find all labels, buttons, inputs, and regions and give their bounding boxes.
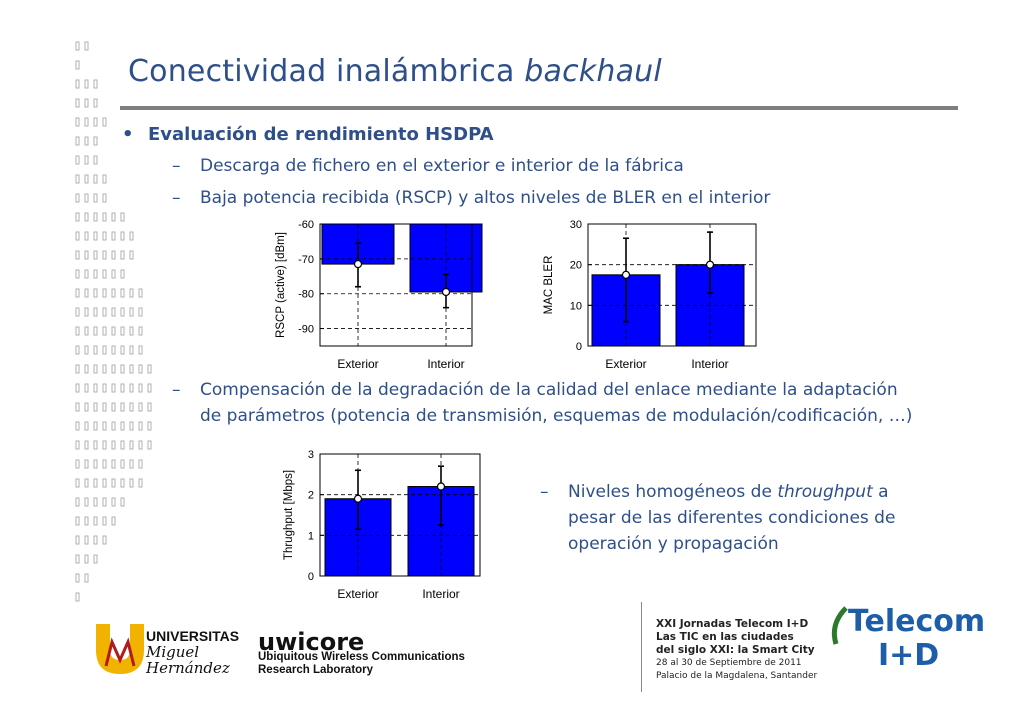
pattern-mark [130, 479, 133, 487]
pattern-mark [112, 346, 115, 354]
pattern-mark [85, 308, 88, 316]
pattern-mark [85, 555, 88, 563]
y-tick-label: 1 [307, 530, 314, 543]
pattern-mark [130, 232, 133, 240]
pattern-mark [85, 175, 88, 183]
pattern-mark [103, 118, 106, 126]
pattern-mark [76, 593, 79, 601]
pattern-mark [76, 99, 79, 107]
pattern-mark [76, 213, 79, 221]
pattern-mark [112, 289, 115, 297]
pattern-mark [94, 99, 97, 107]
pattern-mark [94, 137, 97, 145]
pattern-mark [76, 251, 79, 259]
pattern-mark [94, 403, 97, 411]
y-axis-label: RSCP (active) [dBm] [275, 232, 287, 338]
pattern-mark [76, 574, 79, 582]
y-tick-label: 30 [569, 219, 582, 231]
pattern-mark [85, 574, 88, 582]
uwicore-logo: uwicore [258, 628, 365, 656]
x-tick-label: Exterior [337, 357, 379, 371]
title-main: Conectividad inalámbrica [128, 54, 525, 89]
pattern-mark [94, 460, 97, 468]
pattern-mark [76, 232, 79, 240]
pattern-mark [112, 479, 115, 487]
pattern-mark [76, 137, 79, 145]
pattern-mark [112, 213, 115, 221]
pattern-mark [139, 441, 142, 449]
pattern-mark [76, 80, 79, 88]
pattern-mark [103, 536, 106, 544]
throughput-chart [275, 442, 495, 607]
pattern-mark [94, 232, 97, 240]
pattern-mark [76, 270, 79, 278]
pattern-mark [76, 327, 79, 335]
pattern-mark [85, 99, 88, 107]
pattern-mark [94, 441, 97, 449]
pattern-mark [85, 156, 88, 164]
mean-marker [355, 495, 362, 502]
pattern-mark [94, 213, 97, 221]
pattern-mark [85, 346, 88, 354]
pattern-mark [121, 289, 124, 297]
pattern-mark [121, 232, 124, 240]
pattern-mark [94, 365, 97, 373]
umh-name [146, 628, 239, 676]
pattern-mark [148, 365, 151, 373]
pattern-mark [121, 441, 124, 449]
pattern-mark [130, 365, 133, 373]
pattern-mark [121, 251, 124, 259]
pattern-mark [85, 270, 88, 278]
note-italic: throughput [777, 482, 873, 502]
pattern-mark [85, 213, 88, 221]
y-tick-label: -80 [298, 288, 314, 301]
note-throughput [540, 482, 889, 502]
pattern-mark [85, 232, 88, 240]
pattern-mark [76, 61, 79, 69]
pattern-mark [121, 479, 124, 487]
pattern-mark [76, 384, 79, 392]
pattern-mark [76, 308, 79, 316]
pattern-mark [94, 80, 97, 88]
pattern-mark [139, 346, 142, 354]
title-rule [120, 106, 958, 110]
bullet-hsdpa [122, 124, 494, 145]
y-tick-label: 0 [575, 341, 582, 353]
pattern-mark [148, 422, 151, 430]
pattern-mark [76, 441, 79, 449]
umh-line1: UNIVERSITAS [146, 628, 240, 644]
dash-marker: – [172, 188, 181, 208]
pattern-mark [121, 213, 124, 221]
pattern-mark [112, 365, 115, 373]
pattern-mark [112, 308, 115, 316]
event-line3: del siglo XXI: la Smart City [656, 644, 815, 656]
note-text: Niveles homogéneos de [568, 482, 778, 502]
pattern-mark [85, 479, 88, 487]
mean-marker [623, 271, 630, 278]
pattern-mark [139, 422, 142, 430]
pattern-mark [85, 194, 88, 202]
y-tick-label: 0 [307, 571, 314, 583]
sub-bullet-text: Baja potencia recibida (RSCP) y altos niveles de BLER en el interior [200, 188, 771, 208]
dash-marker: – [172, 380, 181, 400]
pattern-mark [85, 384, 88, 392]
pattern-mark [112, 441, 115, 449]
pattern-mark [103, 441, 106, 449]
pattern-mark [85, 403, 88, 411]
pattern-mark [85, 289, 88, 297]
pattern-mark [76, 460, 79, 468]
umh-line3: Hernández [146, 659, 230, 677]
pattern-mark [94, 194, 97, 202]
pattern-mark [76, 118, 79, 126]
pattern-mark [103, 422, 106, 430]
pattern-mark [130, 403, 133, 411]
y-tick-label: 20 [569, 259, 582, 272]
pattern-mark [139, 289, 142, 297]
pattern-mark [103, 498, 106, 506]
pattern-mark [94, 251, 97, 259]
pattern-mark [76, 346, 79, 354]
pattern-mark [76, 42, 79, 50]
mean-marker [438, 483, 445, 490]
umh-line2: Miguel [146, 643, 200, 661]
x-tick-label: Exterior [337, 587, 379, 601]
sub-bullet-low-power [172, 188, 770, 208]
pattern-mark [94, 156, 97, 164]
pattern-mark [139, 365, 142, 373]
mean-marker [355, 261, 362, 268]
pattern-mark [76, 365, 79, 373]
sub-bullet-text: Compensación de la degradación de la calidad del enlace mediante la adaptación [200, 380, 898, 400]
title-italic: backhaul [524, 54, 662, 89]
umh-logo-icon [92, 620, 148, 676]
x-tick-label: Interior [422, 587, 460, 601]
pattern-mark [85, 137, 88, 145]
bler-chart [530, 212, 770, 377]
pattern-mark [139, 403, 142, 411]
note-line3: operación y propagación [568, 534, 779, 554]
y-tick-label: -70 [298, 253, 314, 266]
pattern-mark [112, 251, 115, 259]
pattern-mark [148, 403, 151, 411]
footer-divider [641, 602, 642, 692]
pattern-mark [103, 289, 106, 297]
pattern-mark [103, 460, 106, 468]
pattern-mark [94, 175, 97, 183]
pattern-mark [103, 194, 106, 202]
pattern-mark [76, 156, 79, 164]
pattern-mark [121, 365, 124, 373]
pattern-mark [121, 460, 124, 468]
pattern-mark [130, 251, 133, 259]
pattern-mark [112, 384, 115, 392]
pattern-mark [139, 308, 142, 316]
decorative-pattern [0, 0, 200, 620]
pattern-mark [94, 422, 97, 430]
uwicore-subtitle [258, 651, 465, 677]
pattern-mark [121, 308, 124, 316]
pattern-mark [103, 213, 106, 221]
pattern-mark [103, 232, 106, 240]
pattern-mark [85, 80, 88, 88]
pattern-mark [103, 365, 106, 373]
page-title [128, 54, 662, 89]
dash-marker: – [540, 482, 549, 502]
note-text-end: a [872, 482, 889, 502]
sub-bullet-text: Descarga de fichero en el exterior e interior de la fábrica [200, 156, 684, 176]
pattern-mark [121, 327, 124, 335]
pattern-mark [76, 479, 79, 487]
pattern-mark [121, 346, 124, 354]
pattern-mark [103, 270, 106, 278]
pattern-mark [148, 441, 151, 449]
pattern-mark [130, 441, 133, 449]
sub-bullet-download [172, 156, 684, 176]
sub-bullet-compensation-line2: de parámetros (potencia de transmisión, esquemas de modulación/codificación, …) [200, 406, 913, 426]
pattern-mark [130, 346, 133, 354]
x-tick-label: Exterior [605, 357, 647, 371]
pattern-mark [130, 384, 133, 392]
pattern-mark [94, 384, 97, 392]
y-tick-label: -60 [298, 219, 314, 231]
pattern-mark [121, 384, 124, 392]
pattern-mark [103, 403, 106, 411]
pattern-mark [121, 403, 124, 411]
dash-marker: – [172, 156, 181, 176]
pattern-mark [121, 270, 124, 278]
pattern-mark [76, 289, 79, 297]
pattern-mark [139, 384, 142, 392]
pattern-mark [85, 42, 88, 50]
pattern-mark [94, 517, 97, 525]
pattern-mark [103, 517, 106, 525]
pattern-mark [103, 175, 106, 183]
rscp-chart [260, 212, 490, 377]
y-tick-label: 3 [307, 449, 314, 461]
y-tick-label: -90 [298, 323, 314, 336]
pattern-mark [94, 536, 97, 544]
pattern-mark [103, 251, 106, 259]
pattern-mark [76, 175, 79, 183]
pattern-mark [85, 460, 88, 468]
pattern-mark [130, 289, 133, 297]
pattern-mark [148, 384, 151, 392]
pattern-mark [85, 536, 88, 544]
uwicore-line1: Ubiquitous Wireless Communications [258, 651, 465, 663]
pattern-mark [130, 422, 133, 430]
event-line4: 28 al 30 de Septiembre de 2011 [656, 658, 802, 668]
pattern-mark [94, 479, 97, 487]
y-axis-label: MAC BLER [543, 255, 555, 315]
pattern-mark [85, 251, 88, 259]
pattern-mark [76, 498, 79, 506]
pattern-mark [112, 498, 115, 506]
telecom-logo-line2: I+D [878, 638, 940, 673]
pattern-mark [85, 422, 88, 430]
pattern-mark [103, 479, 106, 487]
pattern-mark [94, 327, 97, 335]
pattern-mark [130, 460, 133, 468]
x-tick-label: Interior [427, 357, 465, 371]
pattern-mark [94, 270, 97, 278]
y-axis-label: Thrughput [Mbps] [283, 469, 295, 561]
pattern-mark [103, 308, 106, 316]
pattern-mark [112, 403, 115, 411]
pattern-mark [121, 498, 124, 506]
y-tick-label: 10 [569, 300, 582, 313]
event-line5: Palacio de la Magdalena, Santander [656, 671, 818, 681]
event-line2: Las TIC en las ciudades [656, 631, 794, 643]
telecom-logo-line1: Telecom [848, 604, 986, 639]
pattern-mark [130, 308, 133, 316]
pattern-mark [103, 384, 106, 392]
pattern-mark [94, 555, 97, 563]
pattern-mark [76, 403, 79, 411]
bullet-marker: • [122, 124, 134, 145]
pattern-mark [112, 232, 115, 240]
sub-bullet-compensation [172, 380, 898, 400]
pattern-mark [85, 118, 88, 126]
pattern-mark [85, 441, 88, 449]
pattern-mark [103, 327, 106, 335]
bullet-text: Evaluación de rendimiento HSDPA [148, 124, 494, 145]
pattern-mark [85, 327, 88, 335]
mean-marker [707, 261, 714, 268]
pattern-mark [94, 498, 97, 506]
pattern-mark [112, 460, 115, 468]
pattern-mark [112, 327, 115, 335]
pattern-mark [139, 479, 142, 487]
pattern-mark [139, 460, 142, 468]
pattern-mark [94, 308, 97, 316]
y-tick-label: 2 [307, 489, 314, 502]
pattern-mark [112, 270, 115, 278]
pattern-mark [121, 422, 124, 430]
pattern-mark [85, 365, 88, 373]
event-line1: XXI Jornadas Telecom I+D [656, 618, 809, 630]
pattern-mark [76, 555, 79, 563]
x-tick-label: Interior [691, 357, 729, 371]
mean-marker [443, 288, 450, 295]
pattern-mark [112, 517, 115, 525]
pattern-mark [94, 289, 97, 297]
note-line2: pesar de las diferentes condiciones de [568, 508, 896, 528]
event-info [656, 618, 817, 683]
pattern-mark [130, 327, 133, 335]
pattern-mark [76, 517, 79, 525]
pattern-mark [85, 517, 88, 525]
pattern-mark [139, 327, 142, 335]
pattern-mark [76, 194, 79, 202]
pattern-mark [76, 422, 79, 430]
pattern-mark [94, 118, 97, 126]
pattern-mark [94, 346, 97, 354]
pattern-mark [112, 422, 115, 430]
pattern-mark [85, 498, 88, 506]
pattern-mark [76, 536, 79, 544]
uwicore-line2: Research Laboratory [258, 664, 374, 676]
pattern-mark [103, 346, 106, 354]
